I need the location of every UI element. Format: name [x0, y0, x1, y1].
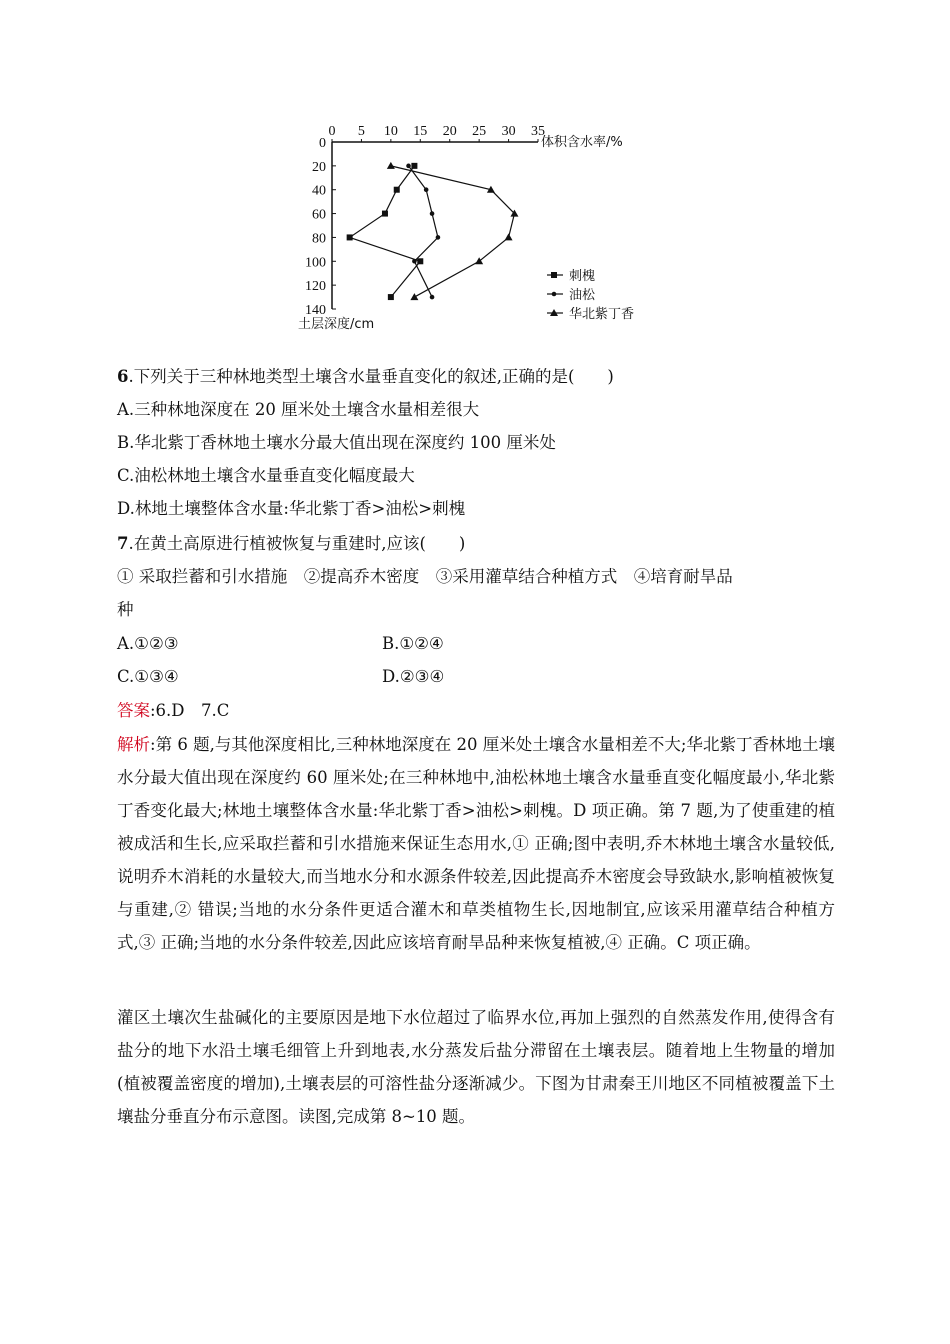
- y-tick-label: 60: [312, 207, 326, 223]
- y-axis-label: 土层深度/cm: [298, 317, 375, 332]
- soil-moisture-chart: [295, 120, 675, 340]
- y-tick-label: 120: [305, 279, 326, 295]
- question-7-options-row2: [117, 666, 445, 688]
- question-7-stem: 7.在黄土高原进行植被恢复与重建时,应该( ): [117, 534, 466, 553]
- question-7-option-d: D.②③④: [382, 667, 445, 686]
- y-tick-label: 40: [312, 183, 326, 199]
- data-point: [430, 211, 435, 216]
- series-line: [350, 166, 421, 297]
- series-line: [409, 166, 438, 297]
- data-point: [347, 234, 353, 240]
- question-6-stem: 6.下列关于三种林地类型土壤含水量垂直变化的叙述,正确的是( ): [117, 367, 614, 386]
- question-6-option-a: A.三种林地深度在 20 厘米处土壤含水量相差很大: [117, 400, 480, 419]
- data-point: [406, 164, 411, 169]
- legend-marker: [552, 292, 557, 297]
- chart-legend: [547, 268, 634, 322]
- data-point: [382, 211, 388, 217]
- x-tick-label: 0: [328, 124, 336, 139]
- data-point: [417, 258, 423, 264]
- legend-label: 刺槐: [569, 269, 596, 284]
- passage: 灌区土壤次生盐碱化的主要原因是地下水位超过了临界水位,再加上强烈的自然蒸发作用,使得含有盐分的地下水沿土壤毛细管上升到地表,水分蒸发后盐分滞留在土壤表层。随着地上生物量的增加(植被覆盖密度的增加),土壤表层的可溶性盐分逐渐减少。下图为甘肃秦王川地区不同植被覆盖下土壤盐分垂直分布示意图。读图,完成第 8~10 题。: [117, 1008, 835, 1126]
- data-point: [387, 162, 395, 169]
- question-7-items-cont: 种: [117, 600, 134, 619]
- question-6-option-d: D.林地土壤整体含水量:华北紫丁香>油松>刺槐: [117, 499, 466, 518]
- series-lilac: [387, 162, 519, 300]
- y-tick-label: 100: [305, 255, 326, 271]
- y-tick-label: 140: [305, 303, 326, 318]
- x-axis-label: 体积含水率/%: [541, 135, 623, 150]
- question-7-option-c: C.①③④: [117, 667, 179, 686]
- data-point: [430, 295, 435, 300]
- data-point: [411, 163, 417, 169]
- x-tick-label: 20: [442, 124, 457, 139]
- question-7-items: ① 采取拦蓄和引水措施 ②提高乔木密度 ③采用灌草结合种植方式 ④培育耐旱品: [117, 567, 733, 586]
- x-tick-label: 35: [531, 124, 545, 139]
- data-point: [388, 294, 394, 300]
- question-7-option-a: A.①②③: [117, 634, 179, 653]
- data-point: [436, 235, 441, 240]
- analysis: [117, 728, 835, 959]
- analysis-text: :第 6 题,与其他深度相比,三种林地深度在 20 厘米处土壤含水量相差不大;华北紫丁香林地土壤水分最大值出现在深度约 60 厘米处;在三种林地中,油松林地土壤含水量垂直变化幅度最小,华北紫丁香变化最大;林地土壤整体含水量:华北紫丁香>油松>刺槐。D 项正确。第 7 题,为了使重建的植被成活和生长,应采取拦蓄和引水措施来保证生态用水,① 正确;图中表明,乔木林地土壤含水量较低,说明乔木消耗的水量较大,而当地水分和水源条件较差,因此提高乔木密度会导致缺水,影响植被恢复与重建,② 错误;当地的水分条件更适合灌木和草类植物生长,因地制宜,应该采用灌草结合种植方式,③ 正确;当地的水分条件较差,因此应该培育耐旱品种来恢复植被,④ 正确。C 项正确。: [117, 735, 836, 952]
- answer-text: :6.D 7.C: [150, 701, 230, 720]
- question-6-option-b: B.华北紫丁香林地土壤水分最大值出现在深度约 100 厘米处: [117, 433, 556, 452]
- data-point: [394, 187, 400, 193]
- x-tick-label: 10: [383, 124, 398, 139]
- data-point: [424, 187, 429, 192]
- question-7-options-row1: [117, 633, 444, 655]
- data-point: [412, 259, 417, 264]
- y-tick-label: 80: [312, 231, 326, 247]
- legend-marker: [551, 272, 557, 278]
- data-point: [410, 293, 418, 300]
- x-tick-label: 25: [472, 124, 487, 139]
- chart-series: [347, 162, 519, 300]
- question-7-option-b: B.①②④: [382, 634, 444, 653]
- analysis-label: 解析: [117, 735, 151, 754]
- x-tick-label: 30: [501, 124, 516, 139]
- x-tick-label: 5: [357, 124, 365, 139]
- answer-label: 答案: [117, 701, 150, 720]
- question-6-option-c: C.油松林地土壤含水量垂直变化幅度最大: [117, 466, 415, 485]
- y-tick-label: 0: [319, 136, 326, 151]
- y-tick-label: 20: [312, 159, 326, 175]
- x-tick-label: 15: [413, 124, 428, 139]
- data-point: [505, 233, 513, 240]
- series-pine: [406, 164, 440, 300]
- x-tick-labels: [329, 124, 546, 142]
- answer: [117, 700, 229, 722]
- series-line: [391, 166, 515, 297]
- legend-label: 华北紫丁香: [569, 307, 635, 322]
- series-robinia: [347, 163, 424, 300]
- legend-label: 油松: [569, 288, 596, 303]
